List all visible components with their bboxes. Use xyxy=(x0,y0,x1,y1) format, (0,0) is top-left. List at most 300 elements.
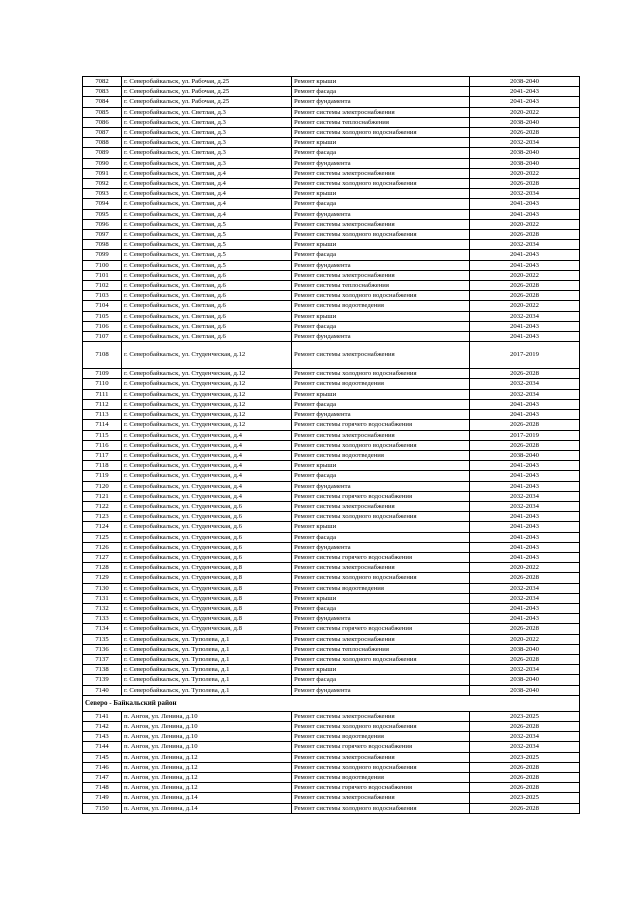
work-type: Ремонт крыши xyxy=(292,240,470,250)
address: г. Северобайкальск, ул. Светлая, д.4 xyxy=(122,189,292,199)
work-type: Ремонт системы электроснабжения xyxy=(292,752,470,762)
row-number: 7093 xyxy=(83,189,122,199)
table-row xyxy=(83,179,580,189)
period: 2026-2028 xyxy=(470,721,580,731)
table-row xyxy=(83,369,580,379)
work-type: Ремонт фасада xyxy=(292,87,470,97)
table-row xyxy=(83,762,580,772)
row-number: 7120 xyxy=(83,481,122,491)
address: г. Северобайкальск, ул. Светлая, д.5 xyxy=(122,250,292,260)
table-row xyxy=(83,379,580,389)
address: г. Северобайкальск, ул. Студенческая, д.12 xyxy=(122,369,292,379)
period: 2026-2028 xyxy=(470,440,580,450)
period: 2026-2028 xyxy=(470,369,580,379)
period: 2041-2043 xyxy=(470,512,580,522)
table-row xyxy=(83,148,580,158)
row-number: 7149 xyxy=(83,793,122,803)
period: 2041-2043 xyxy=(470,199,580,209)
address: п. Ангоя, ул. Ленина, д.10 xyxy=(122,721,292,731)
row-number: 7101 xyxy=(83,270,122,280)
address: г. Северобайкальск, ул. Студенческая, д.12 xyxy=(122,420,292,430)
address: г. Северобайкальск, ул. Студенческая, д.8 xyxy=(122,583,292,593)
work-type: Ремонт системы электроснабжения xyxy=(292,342,470,369)
period: 2023-2025 xyxy=(470,711,580,721)
address: г. Северобайкальск, ул. Туполева, д.1 xyxy=(122,685,292,695)
work-type: Ремонт системы водоотведения xyxy=(292,583,470,593)
work-type: Ремонт фасада xyxy=(292,250,470,260)
address: г. Северобайкальск, ул. Студенческая, д.4 xyxy=(122,491,292,501)
row-number: 7113 xyxy=(83,410,122,420)
row-number: 7135 xyxy=(83,634,122,644)
table-row xyxy=(83,573,580,583)
table-row xyxy=(83,563,580,573)
work-type: Ремонт фасада xyxy=(292,199,470,209)
address: г. Северобайкальск, ул. Светлая, д.3 xyxy=(122,158,292,168)
row-number: 7104 xyxy=(83,301,122,311)
address: г. Северобайкальск, ул. Светлая, д.5 xyxy=(122,260,292,270)
row-number: 7099 xyxy=(83,250,122,260)
row-number: 7121 xyxy=(83,491,122,501)
work-type: Ремонт крыши xyxy=(292,389,470,399)
table-row xyxy=(83,87,580,97)
row-number: 7084 xyxy=(83,97,122,107)
period: 2041-2043 xyxy=(470,552,580,562)
period: 2041-2043 xyxy=(470,532,580,542)
work-type: Ремонт крыши xyxy=(292,593,470,603)
work-type: Ремонт системы холодного водоснабжения xyxy=(292,230,470,240)
period: 2032-2034 xyxy=(470,742,580,752)
table-row xyxy=(83,481,580,491)
address: г. Северобайкальск, ул. Студенческая, д.12 xyxy=(122,410,292,420)
period: 2023-2025 xyxy=(470,793,580,803)
period: 2032-2034 xyxy=(470,491,580,501)
row-number: 7117 xyxy=(83,450,122,460)
work-type: Ремонт крыши xyxy=(292,522,470,532)
work-type: Ремонт системы горячего водоснабжения xyxy=(292,624,470,634)
period: 2026-2028 xyxy=(470,803,580,813)
period: 2026-2028 xyxy=(470,762,580,772)
work-type: Ремонт фундамента xyxy=(292,97,470,107)
table-row xyxy=(83,332,580,342)
address: г. Северобайкальск, ул. Светлая, д.6 xyxy=(122,281,292,291)
row-number: 7145 xyxy=(83,752,122,762)
work-type: Ремонт фундамента xyxy=(292,542,470,552)
work-type: Ремонт крыши xyxy=(292,665,470,675)
row-number: 7127 xyxy=(83,552,122,562)
row-number: 7092 xyxy=(83,179,122,189)
address: г. Северобайкальск, ул. Студенческая, д.4 xyxy=(122,450,292,460)
period: 2032-2034 xyxy=(470,379,580,389)
period: 2041-2043 xyxy=(470,209,580,219)
period: 2026-2028 xyxy=(470,230,580,240)
table-row xyxy=(83,711,580,721)
work-type: Ремонт фасада xyxy=(292,603,470,613)
row-number: 7138 xyxy=(83,665,122,675)
period: 2041-2043 xyxy=(470,97,580,107)
row-number: 7091 xyxy=(83,168,122,178)
work-type: Ремонт фасада xyxy=(292,399,470,409)
period: 2032-2034 xyxy=(470,311,580,321)
section-row xyxy=(83,695,580,711)
period: 2038-2040 xyxy=(470,685,580,695)
period: 2020-2022 xyxy=(470,301,580,311)
address: г. Северобайкальск, ул. Туполева, д.1 xyxy=(122,634,292,644)
row-number: 7126 xyxy=(83,542,122,552)
row-number: 7103 xyxy=(83,291,122,301)
address: г. Северобайкальск, ул. Рабочая, д.25 xyxy=(122,87,292,97)
work-type: Ремонт системы электроснабжения xyxy=(292,634,470,644)
row-number: 7095 xyxy=(83,209,122,219)
work-type: Ремонт системы водоотведения xyxy=(292,773,470,783)
table-row xyxy=(83,399,580,409)
address: г. Северобайкальск, ул. Студенческая, д.6 xyxy=(122,532,292,542)
work-type: Ремонт системы теплоснабжения xyxy=(292,281,470,291)
work-type: Ремонт фасада xyxy=(292,148,470,158)
address: г. Северобайкальск, ул. Светлая, д.5 xyxy=(122,219,292,229)
period: 2032-2034 xyxy=(470,593,580,603)
row-number: 7122 xyxy=(83,501,122,511)
work-type: Ремонт фасада xyxy=(292,675,470,685)
address: г. Северобайкальск, ул. Студенческая, д.8 xyxy=(122,624,292,634)
period: 2041-2043 xyxy=(470,614,580,624)
address: г. Северобайкальск, ул. Студенческая, д.8 xyxy=(122,563,292,573)
address: г. Северобайкальск, ул. Светлая, д.4 xyxy=(122,179,292,189)
period: 2041-2043 xyxy=(470,603,580,613)
table-row xyxy=(83,721,580,731)
row-number: 7096 xyxy=(83,219,122,229)
work-type: Ремонт крыши xyxy=(292,311,470,321)
row-number: 7136 xyxy=(83,644,122,654)
work-type: Ремонт крыши xyxy=(292,77,470,87)
work-type: Ремонт системы горячего водоснабжения xyxy=(292,491,470,501)
work-type: Ремонт фундамента xyxy=(292,260,470,270)
work-type: Ремонт системы холодного водоснабжения xyxy=(292,762,470,772)
address: г. Северобайкальск, ул. Туполева, д.1 xyxy=(122,665,292,675)
row-number: 7115 xyxy=(83,430,122,440)
work-type: Ремонт системы электроснабжения xyxy=(292,501,470,511)
table-row xyxy=(83,665,580,675)
work-type: Ремонт системы горячего водоснабжения xyxy=(292,783,470,793)
period: 2038-2040 xyxy=(470,148,580,158)
table-row xyxy=(83,209,580,219)
row-number: 7088 xyxy=(83,138,122,148)
row-number: 7089 xyxy=(83,148,122,158)
period: 2041-2043 xyxy=(470,87,580,97)
work-type: Ремонт крыши xyxy=(292,138,470,148)
address: г. Северобайкальск, ул. Рабочая, д.25 xyxy=(122,77,292,87)
period: 2026-2028 xyxy=(470,783,580,793)
period: 2041-2043 xyxy=(470,461,580,471)
address: г. Северобайкальск, ул. Светлая, д.4 xyxy=(122,209,292,219)
address: п. Ангоя, ул. Ленина, д.12 xyxy=(122,783,292,793)
table-row xyxy=(83,77,580,87)
table-row xyxy=(83,420,580,430)
work-type: Ремонт фундамента xyxy=(292,158,470,168)
period: 2032-2034 xyxy=(470,665,580,675)
table-row xyxy=(83,389,580,399)
table-row xyxy=(83,117,580,127)
row-number: 7140 xyxy=(83,685,122,695)
work-type: Ремонт системы водоотведения xyxy=(292,301,470,311)
table-row xyxy=(83,532,580,542)
address: г. Северобайкальск, ул. Светлая, д.6 xyxy=(122,321,292,331)
table-row xyxy=(83,138,580,148)
row-number: 7144 xyxy=(83,742,122,752)
table-row xyxy=(83,189,580,199)
table-row xyxy=(83,321,580,331)
period: 2026-2028 xyxy=(470,179,580,189)
period: 2032-2034 xyxy=(470,189,580,199)
table-row xyxy=(83,430,580,440)
row-number: 7134 xyxy=(83,624,122,634)
address: г. Северобайкальск, ул. Студенческая, д.8 xyxy=(122,593,292,603)
address: г. Северобайкальск, ул. Туполева, д.1 xyxy=(122,675,292,685)
table-row xyxy=(83,752,580,762)
row-number: 7146 xyxy=(83,762,122,772)
table-row xyxy=(83,219,580,229)
address: г. Северобайкальск, ул. Студенческая, д.6 xyxy=(122,512,292,522)
address: п. Ангоя, ул. Ленина, д.12 xyxy=(122,762,292,772)
work-type: Ремонт системы электроснабжения xyxy=(292,711,470,721)
address: г. Северобайкальск, ул. Студенческая, д.4 xyxy=(122,471,292,481)
row-number: 7114 xyxy=(83,420,122,430)
work-type: Ремонт системы холодного водоснабжения xyxy=(292,721,470,731)
work-type: Ремонт системы электроснабжения xyxy=(292,430,470,440)
address: г. Северобайкальск, ул. Туполева, д.1 xyxy=(122,644,292,654)
row-number: 7090 xyxy=(83,158,122,168)
table-row xyxy=(83,260,580,270)
row-number: 7102 xyxy=(83,281,122,291)
period: 2020-2022 xyxy=(470,168,580,178)
table-row xyxy=(83,410,580,420)
address: г. Северобайкальск, ул. Светлая, д.3 xyxy=(122,128,292,138)
row-number: 7132 xyxy=(83,603,122,613)
address: г. Северобайкальск, ул. Студенческая, д.12 xyxy=(122,342,292,369)
table-row xyxy=(83,491,580,501)
row-number: 7150 xyxy=(83,803,122,813)
table-row xyxy=(83,512,580,522)
address: г. Северобайкальск, ул. Студенческая, д.8 xyxy=(122,603,292,613)
table-row xyxy=(83,301,580,311)
row-number: 7100 xyxy=(83,260,122,270)
row-number: 7124 xyxy=(83,522,122,532)
period: 2020-2022 xyxy=(470,270,580,280)
work-type: Ремонт фундамента xyxy=(292,410,470,420)
work-type: Ремонт фундамента xyxy=(292,209,470,219)
row-number: 7082 xyxy=(83,77,122,87)
row-number: 7083 xyxy=(83,87,122,97)
period: 2041-2043 xyxy=(470,332,580,342)
period: 2026-2028 xyxy=(470,654,580,664)
table-row xyxy=(83,311,580,321)
address: г. Северобайкальск, ул. Студенческая, д.6 xyxy=(122,542,292,552)
row-number: 7133 xyxy=(83,614,122,624)
table-row xyxy=(83,624,580,634)
table-row xyxy=(83,793,580,803)
table-row xyxy=(83,440,580,450)
work-type: Ремонт системы теплоснабжения xyxy=(292,644,470,654)
address: г. Северобайкальск, ул. Студенческая, д.12 xyxy=(122,399,292,409)
row-number: 7123 xyxy=(83,512,122,522)
period: 2026-2028 xyxy=(470,773,580,783)
work-type: Ремонт системы электроснабжения xyxy=(292,168,470,178)
period: 2032-2034 xyxy=(470,583,580,593)
address: г. Северобайкальск, ул. Рабочая, д.25 xyxy=(122,97,292,107)
address: п. Ангоя, ул. Ленина, д.12 xyxy=(122,773,292,783)
table-row xyxy=(83,270,580,280)
row-number: 7129 xyxy=(83,573,122,583)
work-type: Ремонт системы электроснабжения xyxy=(292,563,470,573)
work-type: Ремонт системы холодного водоснабжения xyxy=(292,803,470,813)
table-row xyxy=(83,450,580,460)
row-number: 7111 xyxy=(83,389,122,399)
address: г. Северобайкальск, ул. Студенческая, д.4 xyxy=(122,481,292,491)
address: г. Северобайкальск, ул. Студенческая, д.6 xyxy=(122,552,292,562)
row-number: 7109 xyxy=(83,369,122,379)
work-type: Ремонт системы горячего водоснабжения xyxy=(292,742,470,752)
address: г. Северобайкальск, ул. Студенческая, д.8 xyxy=(122,573,292,583)
period: 2038-2040 xyxy=(470,117,580,127)
period: 2041-2043 xyxy=(470,522,580,532)
work-type: Ремонт системы холодного водоснабжения xyxy=(292,512,470,522)
row-number: 7148 xyxy=(83,783,122,793)
address: г. Северобайкальск, ул. Студенческая, д.4 xyxy=(122,430,292,440)
work-type: Ремонт системы холодного водоснабжения xyxy=(292,128,470,138)
table-row xyxy=(83,240,580,250)
period: 2038-2040 xyxy=(470,675,580,685)
row-number: 7086 xyxy=(83,117,122,127)
table-row xyxy=(83,250,580,260)
row-number: 7108 xyxy=(83,342,122,369)
row-number: 7106 xyxy=(83,321,122,331)
period: 2026-2028 xyxy=(470,624,580,634)
work-type: Ремонт системы холодного водоснабжения xyxy=(292,654,470,664)
address: г. Северобайкальск, ул. Светлая, д.3 xyxy=(122,117,292,127)
row-number: 7087 xyxy=(83,128,122,138)
address: п. Ангоя, ул. Ленина, д.10 xyxy=(122,711,292,721)
row-number: 7141 xyxy=(83,711,122,721)
work-type: Ремонт системы электроснабжения xyxy=(292,107,470,117)
table-row xyxy=(83,281,580,291)
row-number: 7125 xyxy=(83,532,122,542)
work-type: Ремонт системы горячего водоснабжения xyxy=(292,420,470,430)
table-row xyxy=(83,614,580,624)
address: г. Северобайкальск, ул. Светлая, д.6 xyxy=(122,332,292,342)
table-row xyxy=(83,593,580,603)
work-type: Ремонт системы теплоснабжения xyxy=(292,117,470,127)
work-type: Ремонт системы холодного водоснабжения xyxy=(292,179,470,189)
address: п. Ангоя, ул. Ленина, д.14 xyxy=(122,793,292,803)
work-type: Ремонт системы горячего водоснабжения xyxy=(292,552,470,562)
table-row xyxy=(83,199,580,209)
table-row xyxy=(83,742,580,752)
row-number: 7119 xyxy=(83,471,122,481)
row-number: 7098 xyxy=(83,240,122,250)
period: 2041-2043 xyxy=(470,410,580,420)
address: г. Северобайкальск, ул. Светлая, д.6 xyxy=(122,301,292,311)
work-type: Ремонт крыши xyxy=(292,461,470,471)
period: 2032-2034 xyxy=(470,389,580,399)
work-type: Ремонт системы водоотведения xyxy=(292,379,470,389)
table-row xyxy=(83,168,580,178)
row-number: 7112 xyxy=(83,399,122,409)
address: п. Ангоя, ул. Ленина, д.10 xyxy=(122,732,292,742)
address: г. Северобайкальск, ул. Светлая, д.6 xyxy=(122,270,292,280)
row-number: 7116 xyxy=(83,440,122,450)
period: 2032-2034 xyxy=(470,732,580,742)
section-header xyxy=(83,695,580,711)
table-row xyxy=(83,342,580,369)
work-type: Ремонт системы электроснабжения xyxy=(292,793,470,803)
address: п. Ангоя, ул. Ленина, д.12 xyxy=(122,752,292,762)
period: 2041-2043 xyxy=(470,260,580,270)
row-number: 7142 xyxy=(83,721,122,731)
table-body-upper xyxy=(83,77,580,696)
table-row xyxy=(83,603,580,613)
address: г. Северобайкальск, ул. Светлая, д.4 xyxy=(122,168,292,178)
period: 2020-2022 xyxy=(470,563,580,573)
address: г. Северобайкальск, ул. Студенческая, д.12 xyxy=(122,379,292,389)
table-row xyxy=(83,461,580,471)
work-type: Ремонт фасада xyxy=(292,321,470,331)
period: 2026-2028 xyxy=(470,420,580,430)
table-row xyxy=(83,803,580,813)
work-type: Ремонт системы холодного водоснабжения xyxy=(292,573,470,583)
repair-schedule-table xyxy=(82,76,580,814)
table-row xyxy=(83,773,580,783)
table-row xyxy=(83,685,580,695)
period: 2041-2043 xyxy=(470,250,580,260)
work-type: Ремонт крыши xyxy=(292,189,470,199)
period: 2041-2043 xyxy=(470,321,580,331)
row-number: 7097 xyxy=(83,230,122,240)
row-number: 7085 xyxy=(83,107,122,117)
period: 2026-2028 xyxy=(470,128,580,138)
period: 2032-2034 xyxy=(470,240,580,250)
work-type: Ремонт фундамента xyxy=(292,332,470,342)
table-row xyxy=(83,97,580,107)
period: 2026-2028 xyxy=(470,291,580,301)
table-row xyxy=(83,634,580,644)
address: г. Северобайкальск, ул. Студенческая, д.4 xyxy=(122,461,292,471)
period: 2038-2040 xyxy=(470,644,580,654)
address: г. Северобайкальск, ул. Студенческая, д.8 xyxy=(122,614,292,624)
period: 2038-2040 xyxy=(470,77,580,87)
table-row xyxy=(83,230,580,240)
table-row xyxy=(83,542,580,552)
address: г. Северобайкальск, ул. Студенческая, д.6 xyxy=(122,522,292,532)
period: 2038-2040 xyxy=(470,158,580,168)
table-row xyxy=(83,675,580,685)
address: г. Северобайкальск, ул. Студенческая, д.12 xyxy=(122,389,292,399)
table-body-lower xyxy=(83,711,580,813)
work-type: Ремонт системы электроснабжения xyxy=(292,270,470,280)
row-number: 7110 xyxy=(83,379,122,389)
table-row xyxy=(83,583,580,593)
period: 2032-2034 xyxy=(470,138,580,148)
row-number: 7128 xyxy=(83,563,122,573)
row-number: 7094 xyxy=(83,199,122,209)
work-type: Ремонт системы холодного водоснабжения xyxy=(292,369,470,379)
address: г. Северобайкальск, ул. Студенческая, д.4 xyxy=(122,440,292,450)
address: г. Северобайкальск, ул. Светлая, д.5 xyxy=(122,230,292,240)
work-type: Ремонт системы холодного водоснабжения xyxy=(292,440,470,450)
table-row xyxy=(83,522,580,532)
period: 2026-2028 xyxy=(470,281,580,291)
work-type: Ремонт системы холодного водоснабжения xyxy=(292,291,470,301)
address: г. Северобайкальск, ул. Светлая, д.3 xyxy=(122,138,292,148)
work-type: Ремонт фасада xyxy=(292,471,470,481)
